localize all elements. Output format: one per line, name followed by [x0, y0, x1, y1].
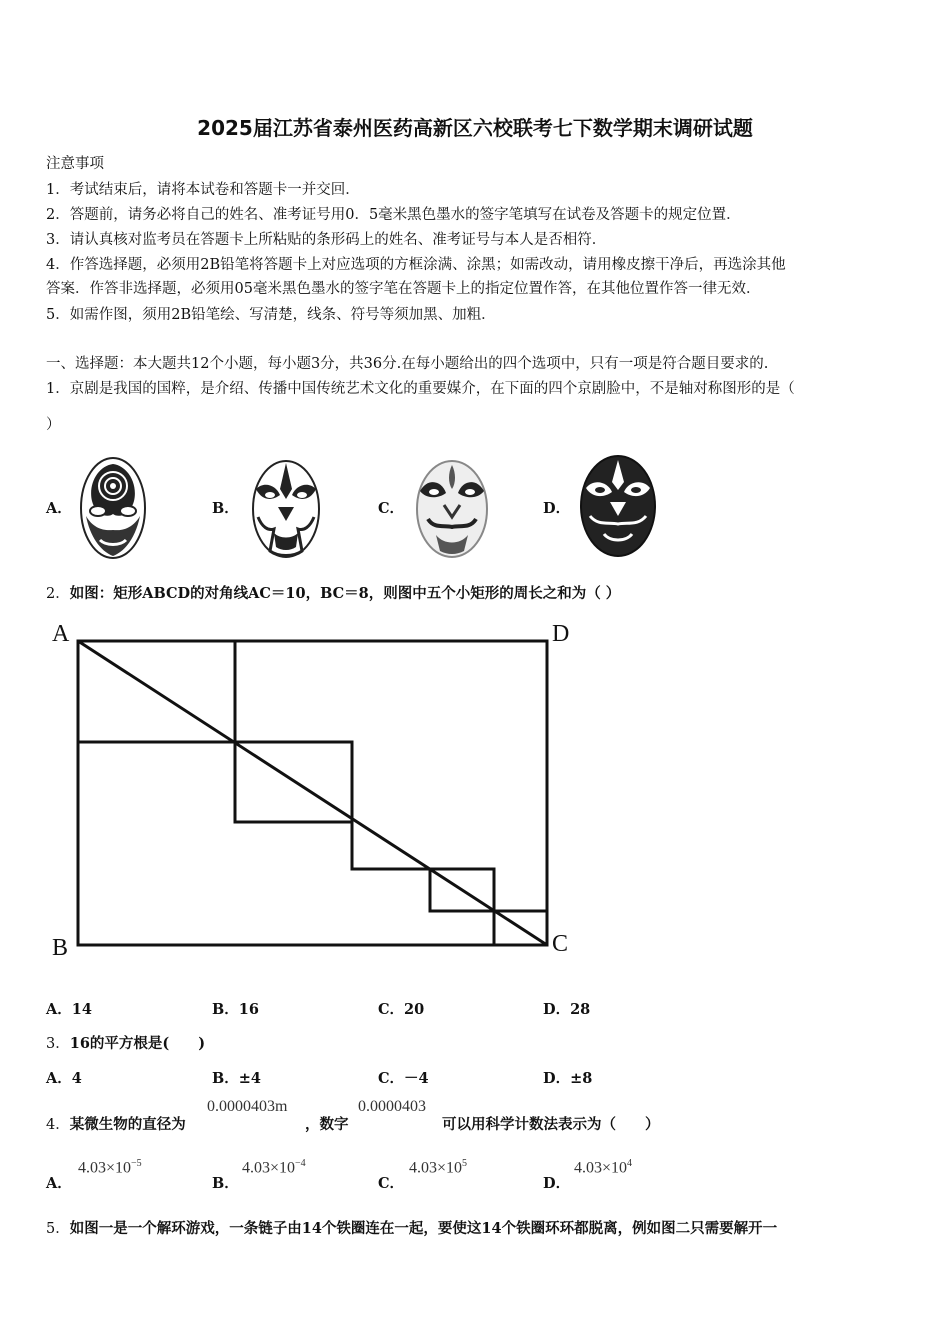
q3-option-c: C．－4: [378, 1070, 429, 1087]
q1-option-a: A．: [46, 500, 72, 517]
section-heading: 一、选择题：本大题共12个小题，每小题3分，共36分.在每小题给出的四个选项中，只有一项是符合题目要求的.: [46, 356, 769, 372]
q4-text2: ，数字: [305, 1116, 349, 1133]
notice-item: 5．如需作图，须用2B铅笔绘、写清楚，线条、符号等须加黑、加粗．: [46, 307, 496, 323]
q2-number: 2．: [46, 586, 70, 602]
opera-mask-a-image: [78, 456, 148, 562]
q3-option-a: A．4: [46, 1070, 82, 1087]
q4-option-b-letter: B．: [212, 1175, 239, 1192]
q2-text: 如图：矩形ABCD的对角线AC＝10，BC＝8，则图中五个小矩形的周长之和为（ ）: [69, 585, 621, 602]
q2-stem: [46, 582, 620, 603]
q4-option-a-letter: A．: [46, 1175, 72, 1192]
q3-number: 3．: [46, 1036, 70, 1052]
q4-expr2: 0.0000403: [358, 1098, 426, 1115]
diagonal-ac: [78, 641, 547, 945]
notice-item: 4．作答选择题，必须用2B铅笔将答题卡上对应选项的方框涂满、涂黑；如需改动，请用橡皮擦干净后，再选涂其他: [46, 257, 786, 273]
q4-option-a-value: [78, 1158, 142, 1177]
vertex-label-c: C: [552, 931, 569, 957]
q5-number: 5．: [46, 1221, 70, 1237]
q4-option-b-exponent: −4: [295, 1158, 306, 1169]
q4-option-d-base: 4.03×10: [574, 1159, 628, 1177]
q4-option-d-exponent: 4: [627, 1158, 633, 1169]
vertex-label-a: A: [52, 621, 70, 647]
q4-option-a-base: 4.03×10: [78, 1159, 132, 1177]
q1-option-d: D．: [543, 500, 571, 517]
rectangle-figure: [40, 615, 600, 965]
step-rectangles-top: [78, 742, 352, 822]
vertex-label-b: B: [52, 935, 69, 961]
opera-mask-d-image: [578, 454, 658, 558]
page-title: 2025届江苏省泰州医药高新区六校联考七下数学期末调研试题: [197, 116, 753, 140]
q4-option-b-value: [242, 1158, 306, 1177]
opera-mask-c-image: [414, 459, 490, 561]
q3-stem: [46, 1032, 205, 1053]
q1-option-c: C．: [378, 500, 405, 517]
q4-text1: 某微生物的直径为: [69, 1116, 186, 1133]
step-rectangles-mid: [352, 822, 547, 911]
q4-option-b-base: 4.03×10: [242, 1159, 296, 1177]
notice-item: 答案．作答非选择题，必须用05毫米黑色墨水的签字笔在答题卡上的指定位置作答，在其他位置作答一律无效．: [46, 281, 761, 297]
q2-option-c: C．20: [378, 1001, 425, 1018]
q4-expr1: 0.0000403m: [207, 1098, 288, 1115]
notice-heading: 注意事项: [46, 156, 104, 172]
q5-stem: [46, 1217, 777, 1238]
vertex-label-d: D: [552, 621, 570, 647]
q4-option-c-letter: C．: [378, 1175, 405, 1192]
q5-text: 如图一是一个解环游戏，一条链子由14个铁圈连在一起，要使这14个铁圈环环都脱离，例如图二只需要解开一: [69, 1220, 778, 1237]
q4-option-c-value: [409, 1158, 467, 1177]
q1-stem-line2: ）: [46, 417, 61, 433]
q3-option-d: D．±8: [543, 1070, 593, 1087]
q4-option-a-exponent: −5: [131, 1158, 142, 1169]
q1-option-b: B．: [212, 500, 239, 517]
q1-stem-line1: 1．京剧是我国的国粹，是介绍、传播中国传统艺术文化的重要媒介，在下面的四个京剧脸中，不是轴对称图形的是（: [46, 381, 795, 397]
step-rectangles: [235, 641, 494, 945]
q4-number: 4．: [46, 1117, 70, 1133]
notice-item: 3．请认真核对监考员在答题卡上所粘贴的条形码上的姓名、准考证号与本人是否相符．: [46, 232, 607, 248]
notice-item: 1．考试结束后，请将本试卷和答题卡一并交回．: [46, 182, 360, 198]
q4-option-d-letter: D．: [543, 1175, 571, 1192]
q3-text: 16的平方根是( ): [69, 1035, 206, 1052]
q2-option-a: A．14: [46, 1001, 92, 1018]
opera-mask-b-image: [250, 459, 322, 561]
q3-option-b: B．±4: [212, 1070, 261, 1087]
q4-option-d-value: [574, 1158, 632, 1177]
q2-option-d: D．28: [543, 1001, 591, 1018]
q2-option-b: B．16: [212, 1001, 259, 1018]
q4-stem: [46, 1113, 186, 1134]
q4-option-c-base: 4.03×10: [409, 1159, 463, 1177]
notice-item: 2．答题前，请务必将自己的姓名、准考证号用0．5毫米黑色墨水的签字笔填写在试卷及答题卡的规定位置．: [46, 207, 741, 223]
q4-option-c-exponent: 5: [462, 1158, 468, 1169]
q4-text3: 可以用科学计数法表示为（ ）: [442, 1116, 660, 1133]
